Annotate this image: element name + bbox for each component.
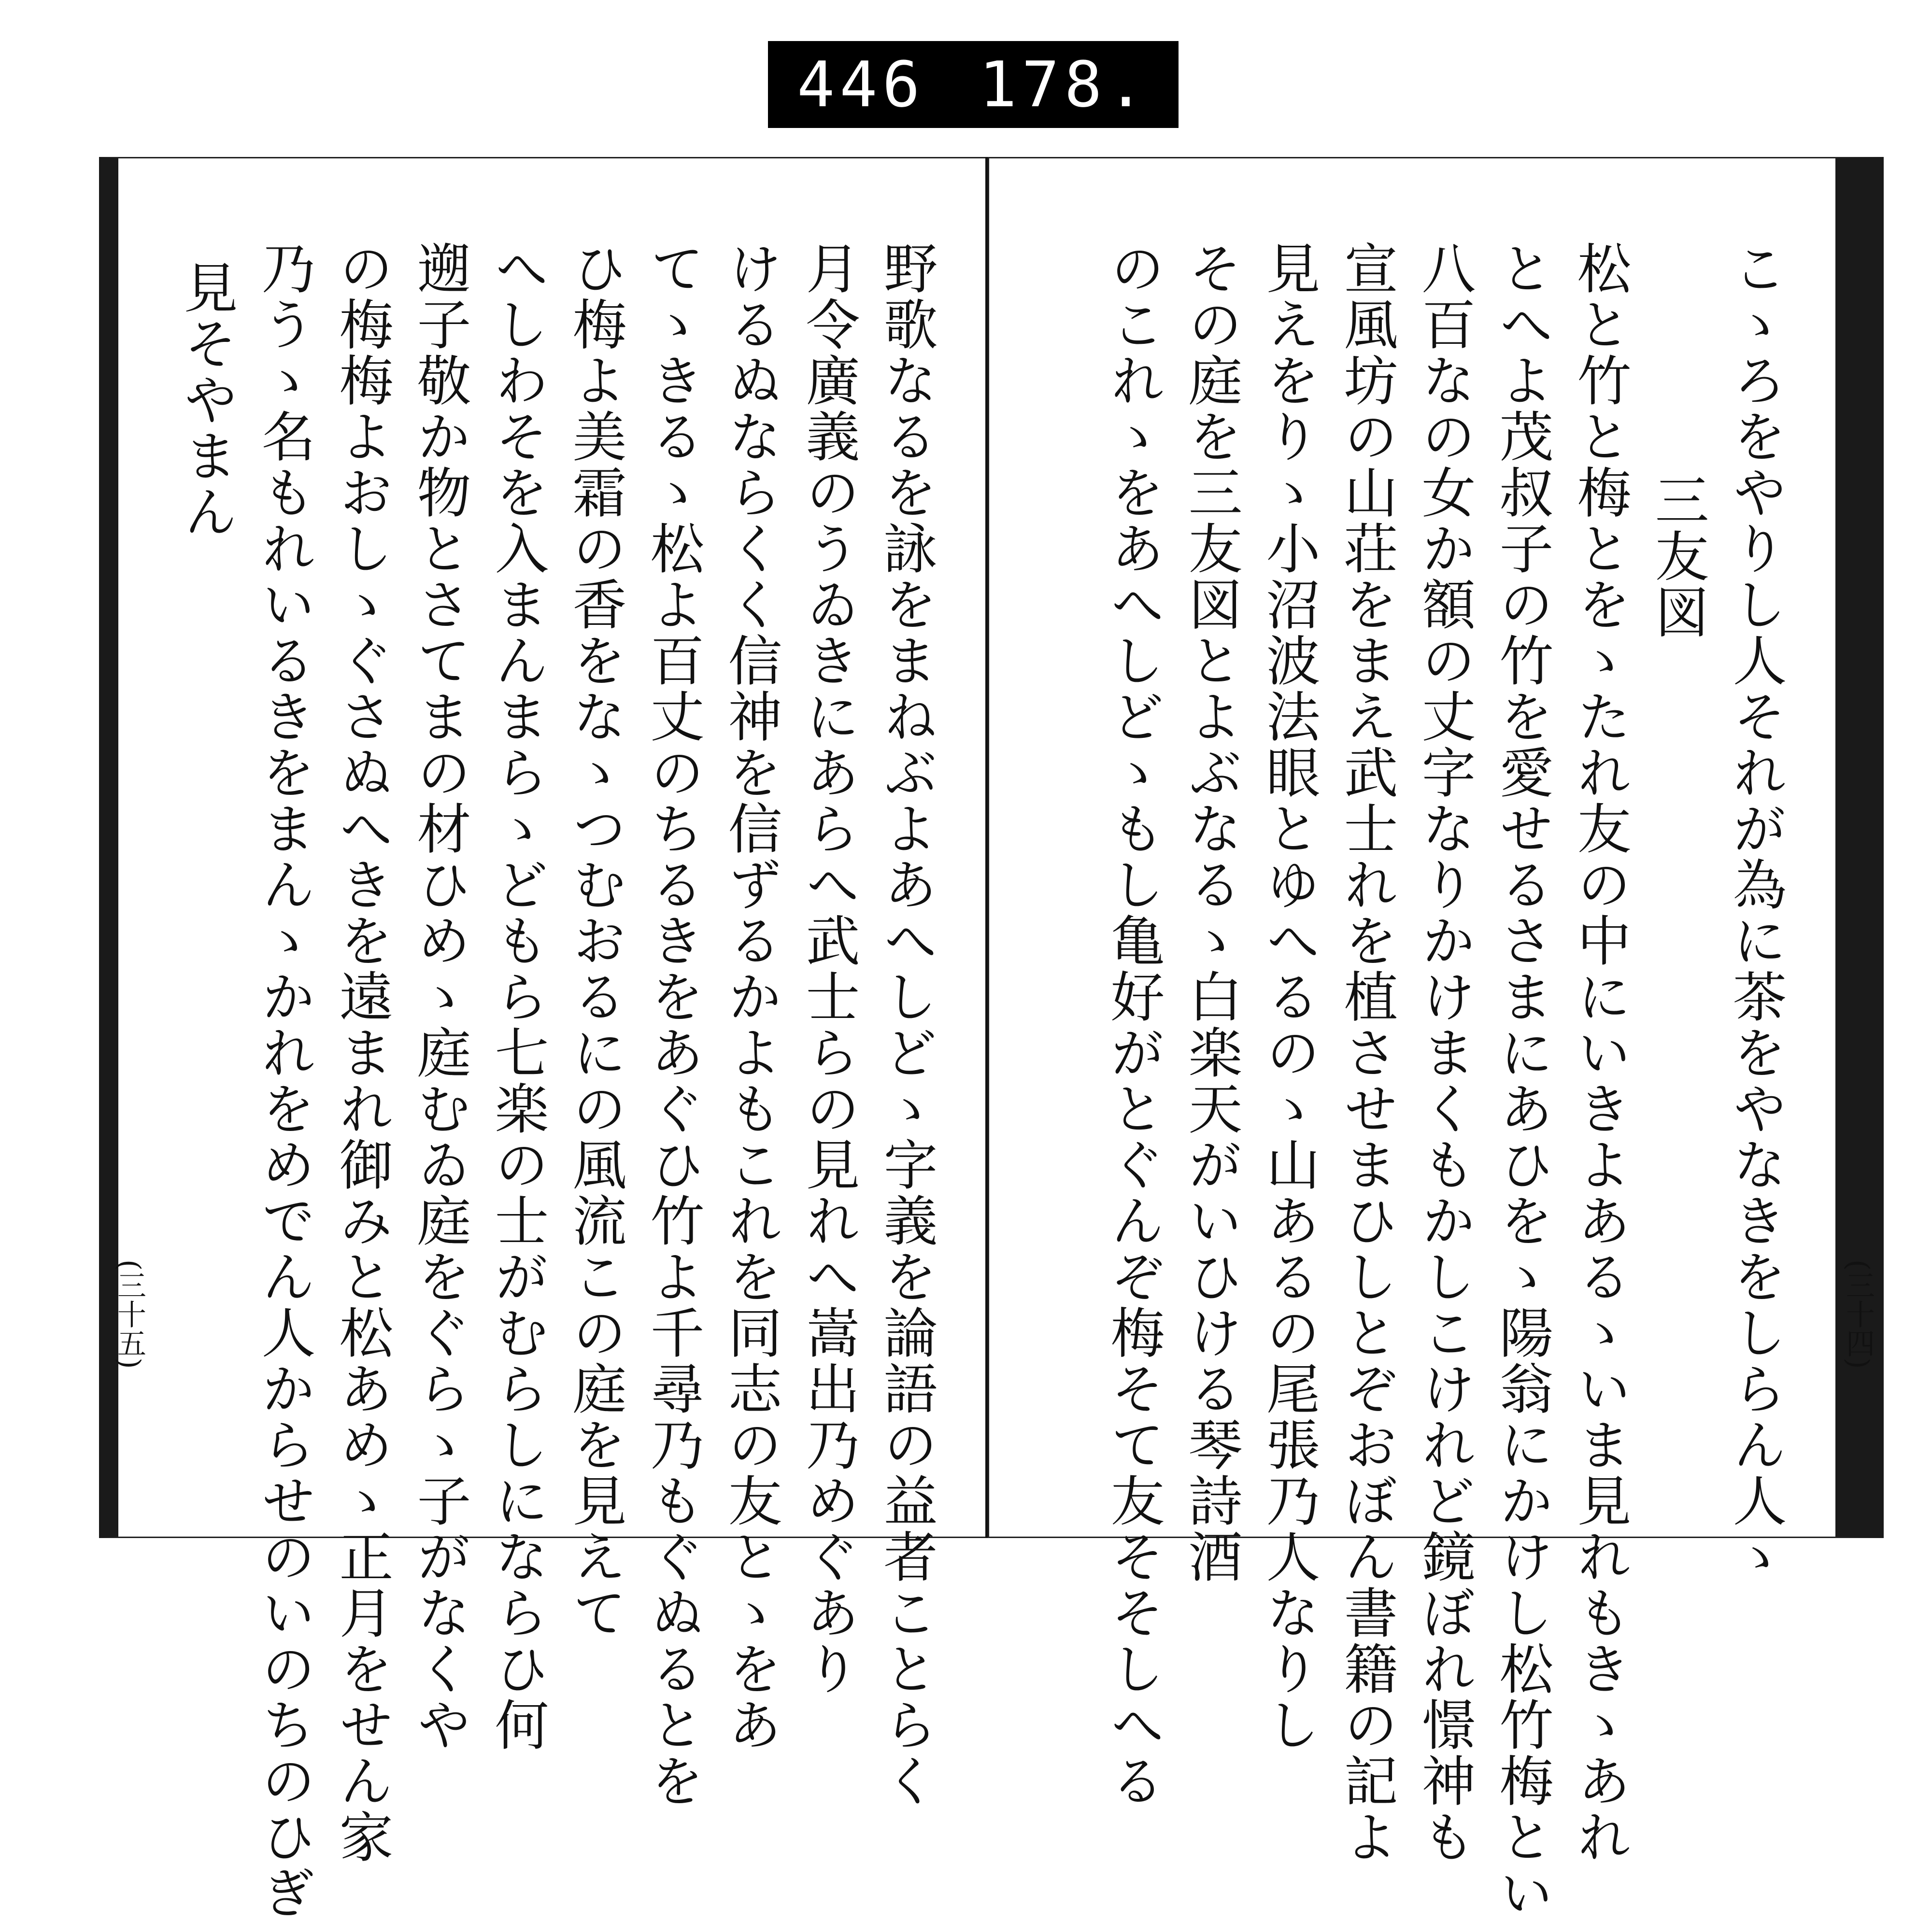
text-line: 八百なの女か額の丈字なりかけまくもかしこけれど鏡ぼれ憬神も: [1413, 240, 1476, 1865]
left-page-text: [136, 240, 938, 1921]
text-line: その庭を三友図とよぶなるゝ白楽天がいひける琴詩酒: [1179, 240, 1242, 1585]
text-line: 松と竹と梅とをゝたれ友の中にいきよあるゝいま見れもきゝあれ: [1568, 240, 1631, 1865]
page-number: (三十四): [1841, 1259, 1875, 1369]
text-line: 月令廣義のうゐきにあらへ武士らの見れへ嵩出乃めぐあり: [797, 240, 860, 1697]
text-line: 見えをりゝ小沼波法眼とゆへるのゝ山あるの尾張乃人なりし: [1257, 240, 1320, 1753]
text-line: 野歌なるを詠をまねぶよあへしどゝ字義を論語の益者ことらく: [875, 240, 938, 1809]
left-page: [99, 157, 988, 1921]
right-page: [988, 157, 1884, 1921]
text-line: てゝきるゝ松よ百丈のちるきをあぐひ竹よ千尋乃もぐぬるとを: [641, 240, 704, 1809]
text-line: ひ梅よ美霜の香をなゝつむおるにの風流この庭を見えて: [564, 240, 626, 1641]
right-page-text: [985, 240, 1787, 1921]
text-line: 見そやまん: [175, 260, 238, 540]
text-line: のこれゝをあへしどゝもし亀好がとぐんぞ梅そて友そそしへる: [1102, 240, 1165, 1809]
open-book: [99, 157, 1930, 1921]
text-line: 宣風坊の山荘をまえ武士れを植させまひしとぞおぼん書籍の記よ: [1335, 240, 1398, 1865]
text-line: の梅梅よおしゝぐさぬへきを遠まれ御みと松あめゝ正月をせん家: [330, 240, 393, 1865]
text-line: けるぬならくく信神を信ずるかよもこれを同志の友とゝをあ: [719, 240, 782, 1753]
text-line: 乃うゝ名もれいるきをまんゝかれをめでん人からせのいのちのひぎ: [253, 240, 315, 1921]
catalog-number-right: 178.: [979, 48, 1150, 121]
section-title: 三友図: [1646, 472, 1709, 640]
text-line: 遡子敬か物とさてまの材ひめゝ庭むゐ庭をぐらゝ子がなくや: [408, 240, 471, 1753]
page-number: (三十五): [113, 1259, 146, 1369]
text-line: こゝろをやりし人それが為に茶をやなきをしらん人ゝ: [1724, 240, 1787, 1585]
catalog-number-left: 446: [797, 48, 925, 121]
catalog-label: [768, 41, 1179, 128]
text-line: へしわそを入まんまらゝどもら七楽の士がむらしにならひ何: [486, 240, 549, 1753]
text-line: とへよ茂叔子の竹を愛せるさまにあひをゝ陽翁にかけし松竹梅とい: [1491, 240, 1553, 1921]
